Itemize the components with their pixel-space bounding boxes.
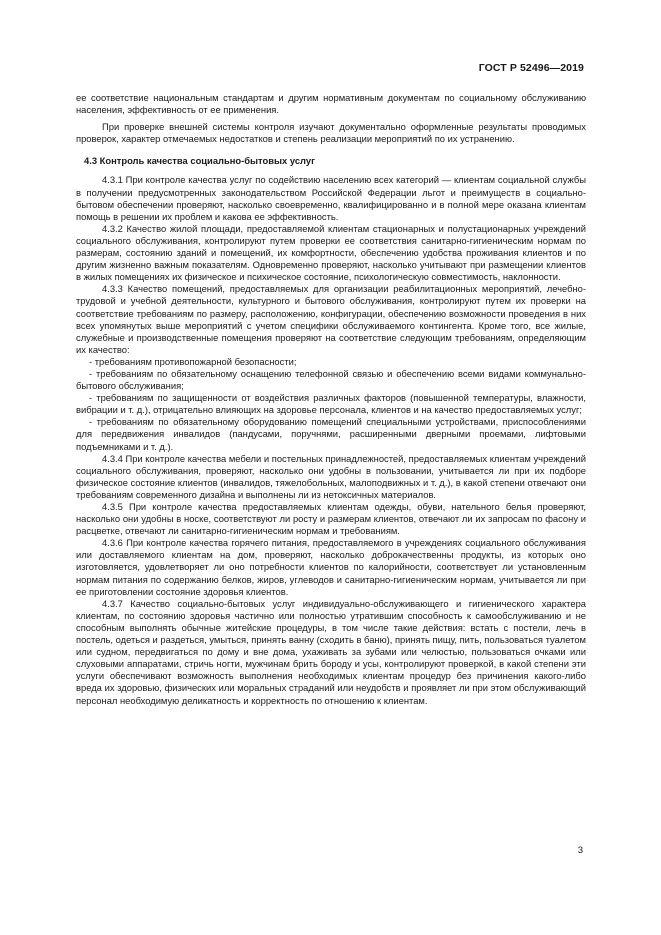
document-body — [76, 92, 586, 707]
paragraph-external-control: При проверке внешней системы контроля изучают документально оформленные результаты проводимых проверок, характер отмечаемых недостатков и степень реализации мероприятий по их устранению. — [76, 121, 586, 145]
paragraph-4-3-6: 4.3.6 При контроле качества горячего питания, предоставляемого в учреждениях социального обслуживания или доставляемого клиентам на дом, проверяют, насколько доброкачественны продукты, из которых оно изготовляется, удовлетворяет ли оно потребности клиентов по калорийности, соответствует ли установленным нормам питания по содержанию белков, жиров, углеводов и санитарно-гигиеническим нормам, учитывается ли при ее приготовлении состояние здоровья клиентов. — [76, 537, 586, 597]
page-number: 3 — [577, 845, 583, 856]
standard-code: ГОСТ Р 52496—2019 — [478, 62, 584, 74]
paragraph-4-3-4: 4.3.4 При контроле качества мебели и постельных принадлежностей, предоставляемых клиентам учреждений социального обслуживания, проверяют, насколько они удобны в пользовании, учитывается ли при их подборе физическое состояние клиентов (инвалидов, тяжелобольных, малоподвижных и т. д.), в какой степени отвечают они требованиям современного дизайна и выполнены ли из нетоксичных материалов. — [76, 452, 587, 500]
paragraph-4-3-1: 4.3.1 При контроле качества услуг по содействию населению всех категорий — клиентам социальной службы в получении предусмотренных законодательством Российской Федерации льгот и преимуществ в социально-бытовом обеспечении проверяют, насколько своевременно, квалифицированно и в полной мере оказана клиентам помощь в решении их проблем и какова ее эффективность. — [76, 174, 586, 222]
section-heading: 4.3 Контроль качества социально-бытовых услуг — [84, 155, 315, 167]
paragraph-4-3-3: 4.3.3 Качество помещений, предоставляемых для организации реабилитационных мероприятий, лечебно-трудовой и учебной деятельности, культурного и бытового обслуживания, контролируют путем их проверки на соответствие требованиям по размеру, расположению, конфигурации, обеспечению возможности проведения в них всех упомянутых выше мероприятий с учетом специфики обслуживаемого контингента. Кроме того, все жилые, служебные и производственные помещения проверяют на соответствие следующим требованиям, определяющим их качество: — [76, 283, 586, 355]
paragraph-4-3-2: 4.3.2 Качество жилой площади, предоставляемой клиентам стационарных и полустационарных учреждений социального обслуживания, контролируют путем проверки ее соответствия санитарно-гигиеническим нормам по размерам, состоянию зданий и помещений, их комфортности, обеспечению удобства проживания клиентов и по другим жизненно важным показателям. Одновременно проверяют, насколько учитывают при размещении клиентов в жилых помещениях их физическое и психическое состояние, психологическую совместимость, наклонности. — [76, 222, 586, 283]
list-item: - требованиям противопожарной безопасности; — [89, 355, 297, 367]
paragraph-continuation: ее соответствие национальным стандартам и другим нормативным документам по социальному обслуживанию населения, эффективность от ее применения. — [76, 92, 586, 116]
list-item: - требованиям по обязательному оснащению телефонной связью и обеспечению всеми видами коммунально-бытового обслуживания; — [76, 367, 586, 392]
list-item: - требованиям по обязательному оборудованию помещений специальными устройствами, приспособлениями для передвижения инвалидов (пандусами, поручнями, расширенными дверными проемами, лифтовыми подъемниками и т. д.). — [76, 416, 586, 452]
paragraph-4-3-5: 4.3.5 При контроле качества предоставляемых клиентам одежды, обуви, нательного белья проверяют, насколько они удобны в носке, соответствуют ли росту и размерам клиентов, отвечают ли их запросам по фасону и расцветке, отвечают ли санитарно-гигиеническим нормам и требованиям. — [76, 501, 586, 537]
paragraph-4-3-7: 4.3.7 Качество социально-бытовых услуг индивидуально-обслуживающего и гигиенического характера клиентам, по состоянию здоровья частично или полностью утратившим способность к самообслуживанию и не способным выполнять обычные житейские процедуры, в том числе такие действия: встать с постели, лечь в постель, одеться и раздеться, умыться, принять ванну (сходить в баню), принять пищу, пить, пользоваться туалетом или судном, передвигаться по дому и вне дома, ухаживать за зубами или челюстью, пользоваться очками или слуховыми аппаратами, стричь ногти, мужчинам брить бороду и усы, контролируют проверкой, в какой степени эти услуги обеспечивают возможность выполнения необходимых клиентам процедур без причинения какого-либо вреда их здоровью, физических или моральных страданий или неудобств и проявляет ли при этом обслуживающий персонал необходимую деликатность и корректность по отношению к клиентам. — [76, 597, 586, 706]
list-item: - требованиям по защищенности от воздействия различных факторов (повышенной температуры, влажности, вибрации и т. д.), отрицательно влияющих на здоровье персонала, клиентов и на качество предоставляемых услуг; — [76, 392, 586, 416]
